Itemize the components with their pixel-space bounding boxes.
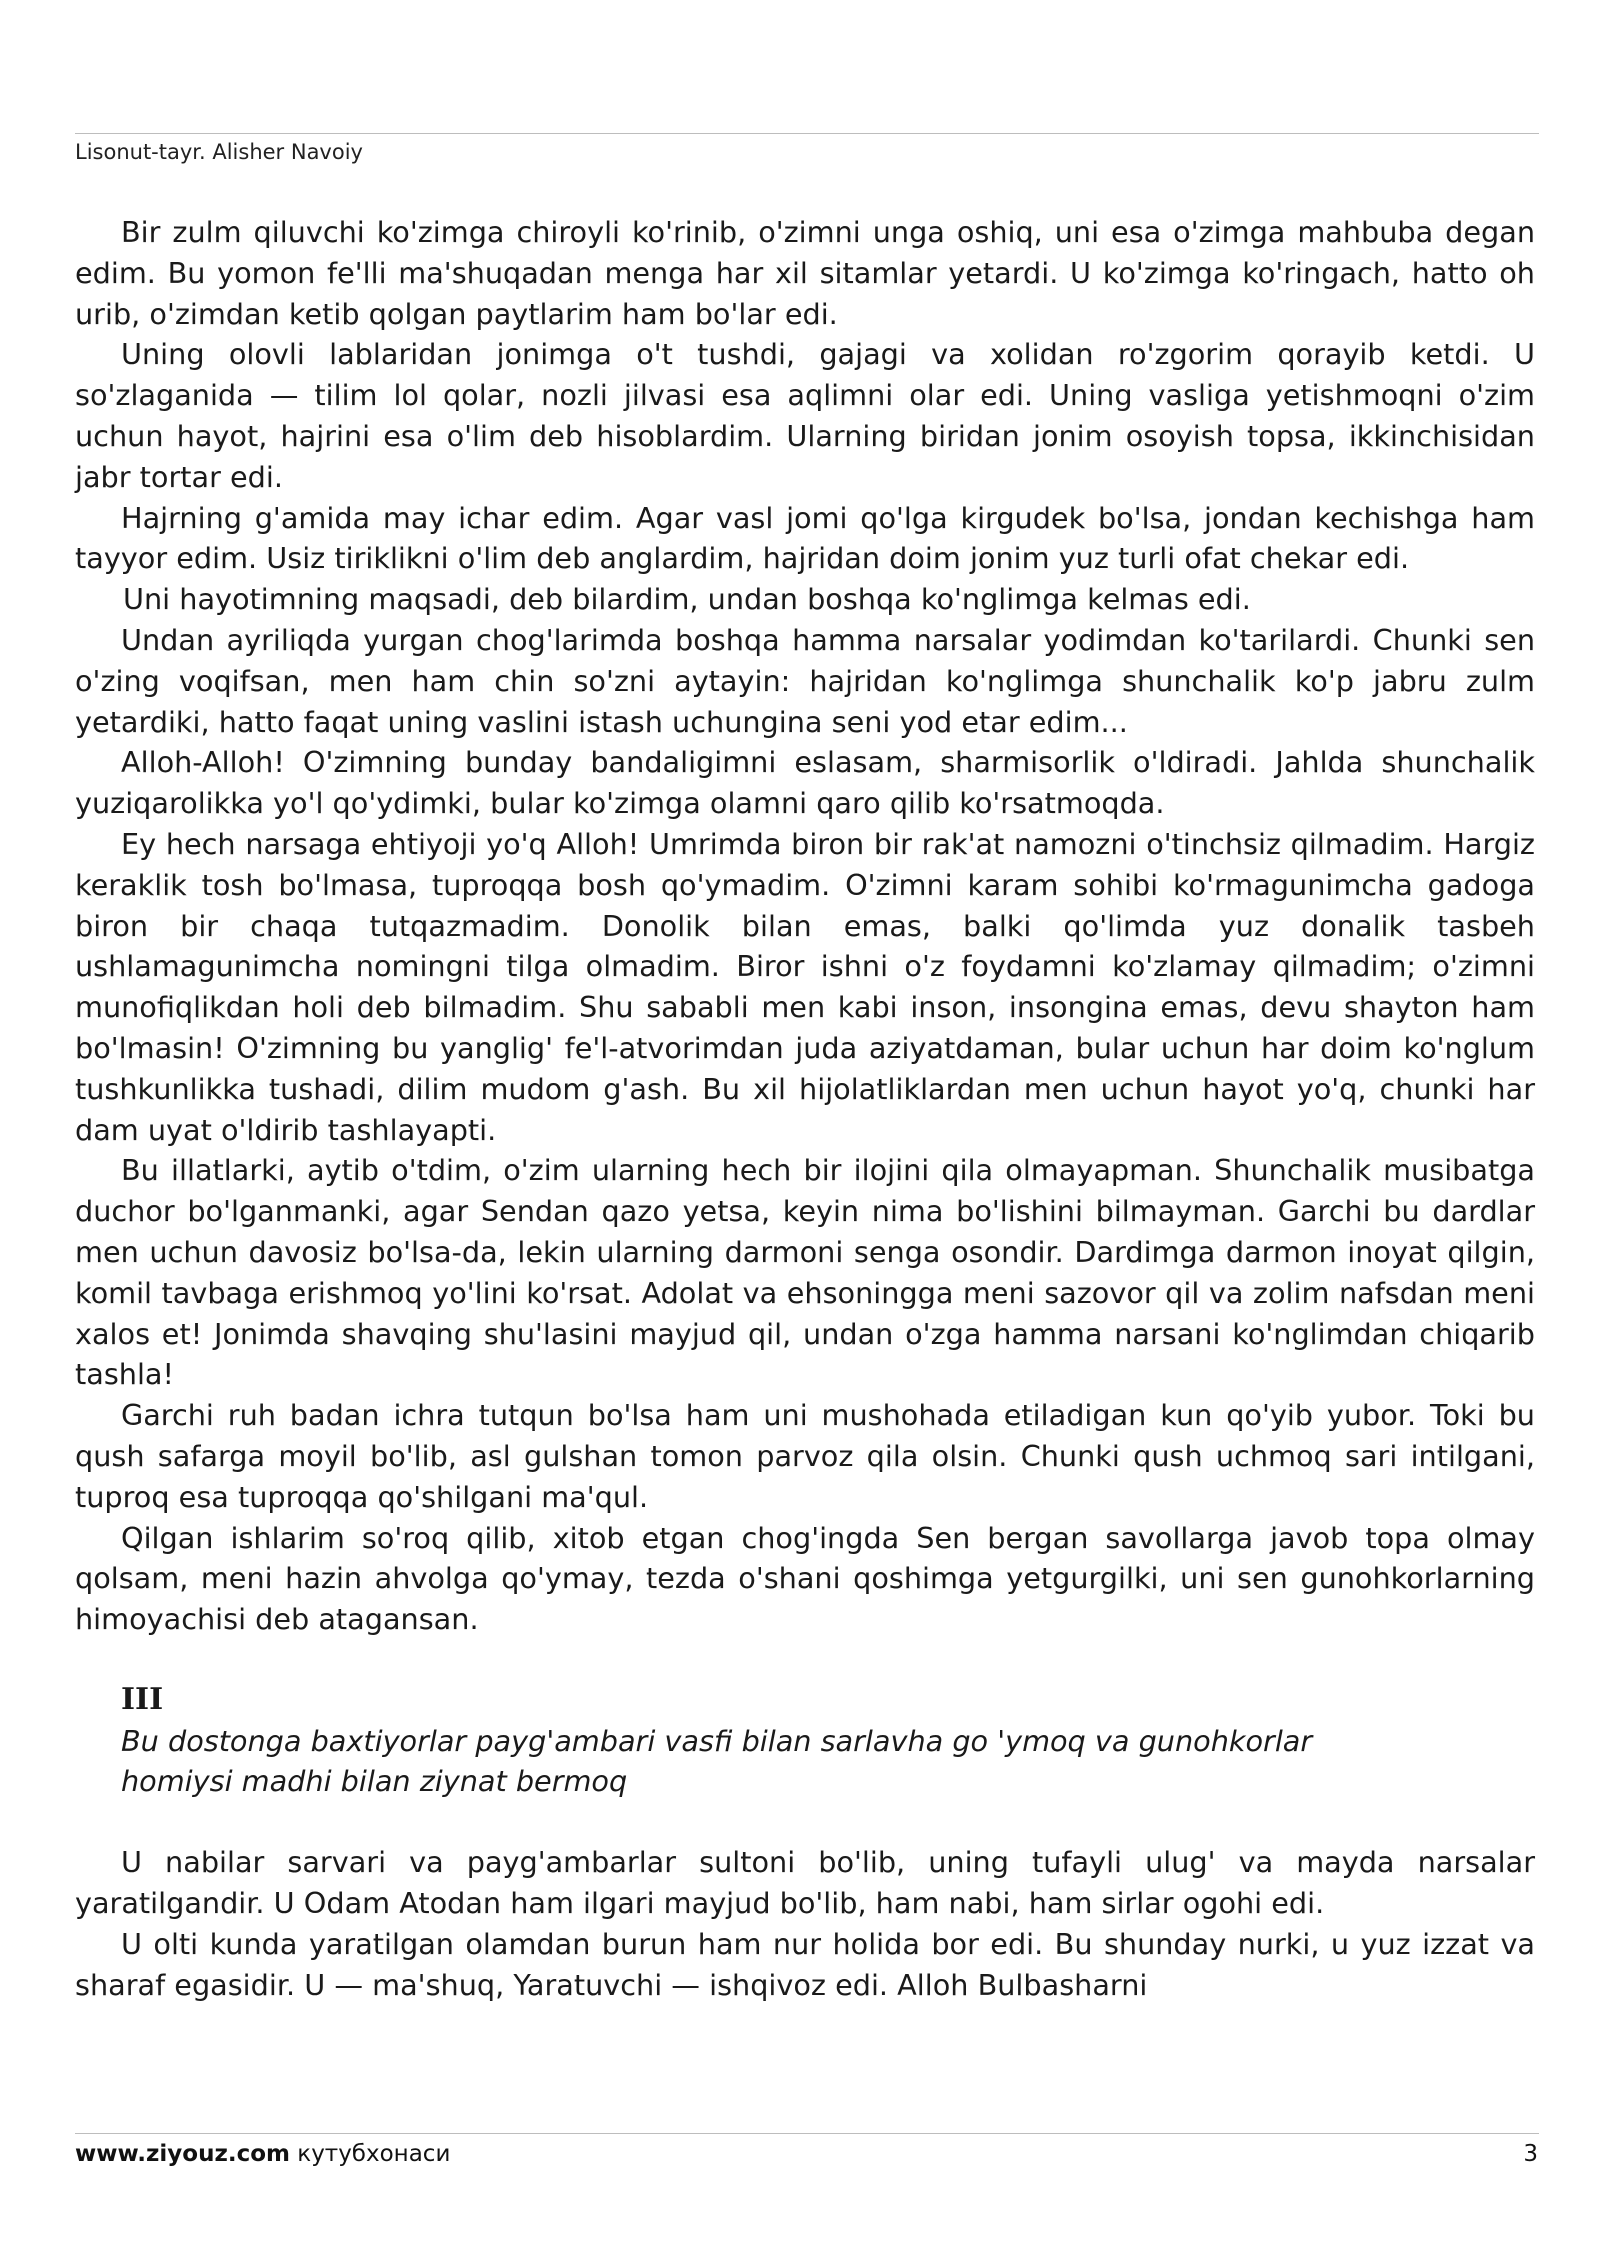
paragraph: Hajrning g'amida may ichar edim. Agar vasl jomi qo'lga kirgudek bo'lsa, jondan kechishga ham tayyor edim. Usiz tiriklikni o'lim deb anglardim, hajridan doim jonim yuz turli ofat chekar edi.: [75, 500, 1535, 576]
paragraph: Bu illatlarki, aytib o'tdim, o'zim ularning hech bir ilojini qila olmayapman. Shunchalik musibatga duchor bo'lganmanki, agar Sendan qazo yetsa, keyin nima bo'lishini bilmayman. Garchi bu dardlar men uchun davosiz bo'lsa-da, lekin ularning darmoni senga osondir. Dardimga darmon inoyat qilgin, komil tavbaga erishmoq yo'lini ko'rsat. Adolat va ehsoningga meni sazovor qil va zolim nafsdan meni xalos et! Jonimda shavqing shu'lasini mayjud qil, undan o'zga hamma narsani ko'nglimdan chiqarib tashla!: [75, 1153, 1535, 1392]
paragraph: Garchi ruh badan ichra tutqun bo'lsa ham uni mushohada etiladigan kun qo'yib yubor. Toki bu qush safarga moyil bo'lib, asl gulshan tomon parvoz qila olsin. Chunki qush uchmoq sari intilgani, tuproq esa tuproqqa qo'shilgani ma'qul.: [75, 1398, 1535, 1514]
paragraph: Undan ayriliqda yurgan chog'larimda boshqa hamma narsalar yodimdan ko'tarilardi. Chunki sen o'zing voqifsan, men ham chin so'zni aytayin: hajridan ko'nglimga shunchalik ko'p jabru zulm yetardiki, hatto faqat uning vaslini istash uchungina seni yod etar edim...: [75, 622, 1535, 739]
paragraph: Alloh-Alloh! O'zimning bunday bandaligimni eslasam, sharmisorlik o'ldiradi. Jahlda shunchalik yuziqarolikka yo'l qo'ydimki, bular ko'zimga olamni qaro qilib ko'rsatmoqda.: [75, 745, 1535, 821]
section-spacer: [75, 1640, 1535, 1680]
paragraph: U olti kunda yaratilgan olamdan burun ham nur holida bor edi. Bu shunday nurki, u yuz izzat va sharaf egasidir. U — ma'shuq, Yaratuvchi — ishqivoz edi. Alloh Bulbasharni: [75, 1926, 1535, 2002]
footer-divider: [75, 2133, 1539, 2134]
paragraph: Ey hech narsaga ehtiyoji yo'q Alloh! Umrimda biron bir rak'at namozni o'tinchsiz qilmadim. Hargiz keraklik tosh bo'lmasa, tuproqqa bosh qo'ymadim. O'zimni karam sohibi ko'rmagunimcha gadoga biron bir chaqa tutqazmadim. Donolik bilan emas, balki qo'limda yuz donalik tasbeh ushlamagunimcha nomingni tilga olmadim. Biror ishni o'z foydamni ko'zlamay qilmadim; o'zimni munofiqlikdan holi deb bilmadim. Shu sababli men kabi inson, insongina emas, devu shayton ham bo'lmasin! O'zimning bu yanglig' fe'l-atvorimdan juda aziyatdaman, bular uchun har doim ko'nglum tushkunlikka tushadi, dilim mudom g'ash. Bu xil hijolatliklardan men uchun hayot yo'q, chunki har dam uyat o'ldirib tashlayapti.: [75, 826, 1535, 1147]
paragraph: Qilgan ishlarim so'roq qilib, xitob etgan chog'ingda Sen bergan savollarga javob topa olmay qolsam, meni hazin ahvolga qo'ymay, tezda o'shani qoshimga yetgurgilki, uni sen gunohkorlarning himoyachisi deb atagansan.: [75, 1520, 1535, 1637]
paragraph: Uni hayotimning maqsadi, deb bilardim, undan boshqa ko'nglimga kelmas edi.: [123, 582, 1251, 617]
footer-site-link[interactable]: www.ziyouz.com: [75, 2141, 290, 2167]
paragraph: Uning olovli lablaridan jonimga o't tushdi, gajagi va xolidan ro'zgorim qorayib ketdi. U so'zlaganida — tilim lol qolar, nozli jilvasi esa aqlimni olar edi. Uning vasliga yetishmoqni o'zim uchun hayot, hajrini esa o'lim deb hisoblardim. Ularning biridan jonim osoyish topsa, ikkinchisidan jabr tortar edi.: [75, 337, 1535, 494]
section-number: III: [121, 1681, 164, 1717]
section-title-line-2: homiysi madhi bilan ziynat bermoq: [121, 1764, 628, 1799]
section-title-line-1: Bu dostonga baxtiyorlar payg'ambari vasfi bilan sarlavha go 'ymoq va gunohkorlar: [121, 1723, 1313, 1758]
paragraph: Bir zulm qiluvchi ko'zimga chiroyli ko'rinib, o'zimni unga oshiq, uni esa o'zimga mahbuba degan edim. Bu yomon fe'lli ma'shuqadan menga har xil sitamlar yetardi. U ko'zimga ko'ringach, hatto oh urib, o'zimdan ketib qolgan paytlarim ham bo'lar edi.: [75, 215, 1535, 331]
footer-source: [75, 2141, 450, 2167]
page-number: 3: [1523, 2141, 1538, 2167]
footer-suffix: кутубхонаси: [289, 2141, 451, 2167]
body-text: [75, 212, 1535, 2005]
section-spacer: [75, 1802, 1535, 1842]
paragraph: U nabilar sarvari va payg'ambarlar sultoni bo'lib, uning tufayli ulug' va mayda narsalar yaratilgandir. U Odam Atodan ham ilgari mayjud bo'lib, ham nabi, ham sirlar ogohi edi.: [75, 1845, 1535, 1921]
header-divider: [75, 133, 1539, 134]
running-header: Lisonut-tayr. Alisher Navoiy: [75, 140, 363, 164]
